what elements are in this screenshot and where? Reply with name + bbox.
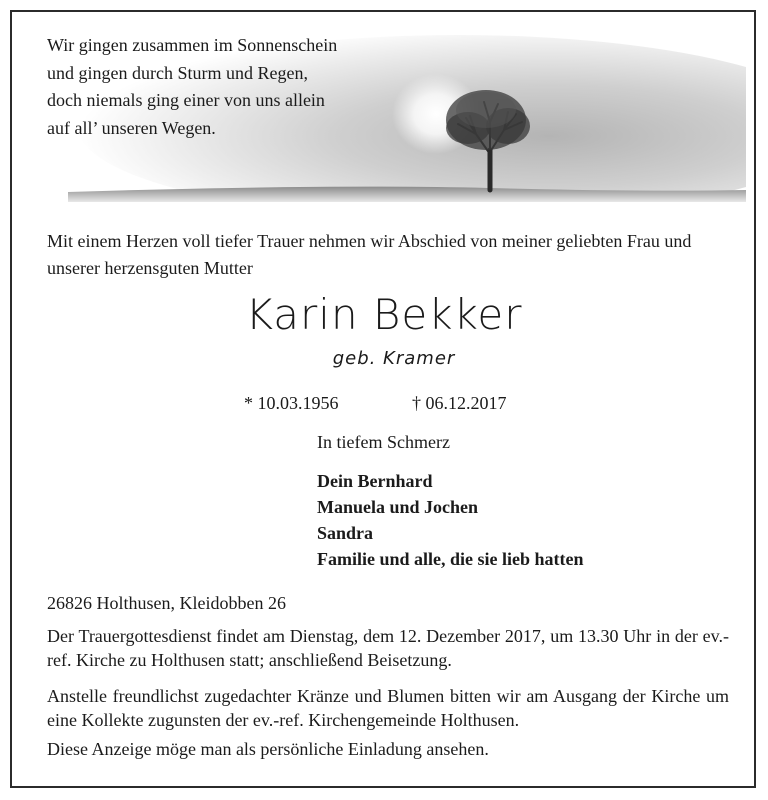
mourning-line: In tiefem Schmerz [317,432,450,452]
poem [47,32,337,142]
poem-line: auf all’ unseren Wegen. [47,117,216,138]
maiden-name: geb. Kramer [332,348,456,369]
poem-line: doch niemals ging einer von uns allein [47,90,325,110]
service-paragraph: Der Trauergottesdienst findet am Dienstag, dem 12. Dezember 2017, um 13.30 Uhr in der ev.-ref. Kirche zu Holthusen statt; anschließend Beisetzung. [47,626,729,670]
family-member: Dein Bernhard [317,471,433,491]
family-member: Familie und alle, die sie lieb hatten [317,549,584,569]
poem-line: und gingen durch Sturm und Regen, [47,62,308,83]
donation-paragraph: Anstelle freundlichst zugedachter Kränze und Blumen bitten wir am Ausgang der Kirche um eine Kollekte zugunsten der ev.-ref. Kirchengemeinde Holthusen. [47,686,729,730]
death-date: † 06.12.2017 [412,393,507,413]
family-member: Sandra [317,523,374,543]
deceased-name: Karin Bekker [245,290,523,339]
address: 26826 Holthusen, Kleidobben 26 [47,593,286,613]
family-member: Manuela und Jochen [317,497,479,517]
intro-text: Mit einem Herzen voll tiefer Trauer nehmen wir Abschied von meiner geliebten Frau und unserer herzensguten Mutter [47,231,692,278]
family-list [317,468,584,572]
birth-date: * 10.03.1956 [244,393,339,413]
invitation-paragraph: Diese Anzeige möge man als persönliche Einladung ansehen. [47,739,489,759]
poem-line: Wir gingen zusammen im Sonnenschein [47,35,338,55]
